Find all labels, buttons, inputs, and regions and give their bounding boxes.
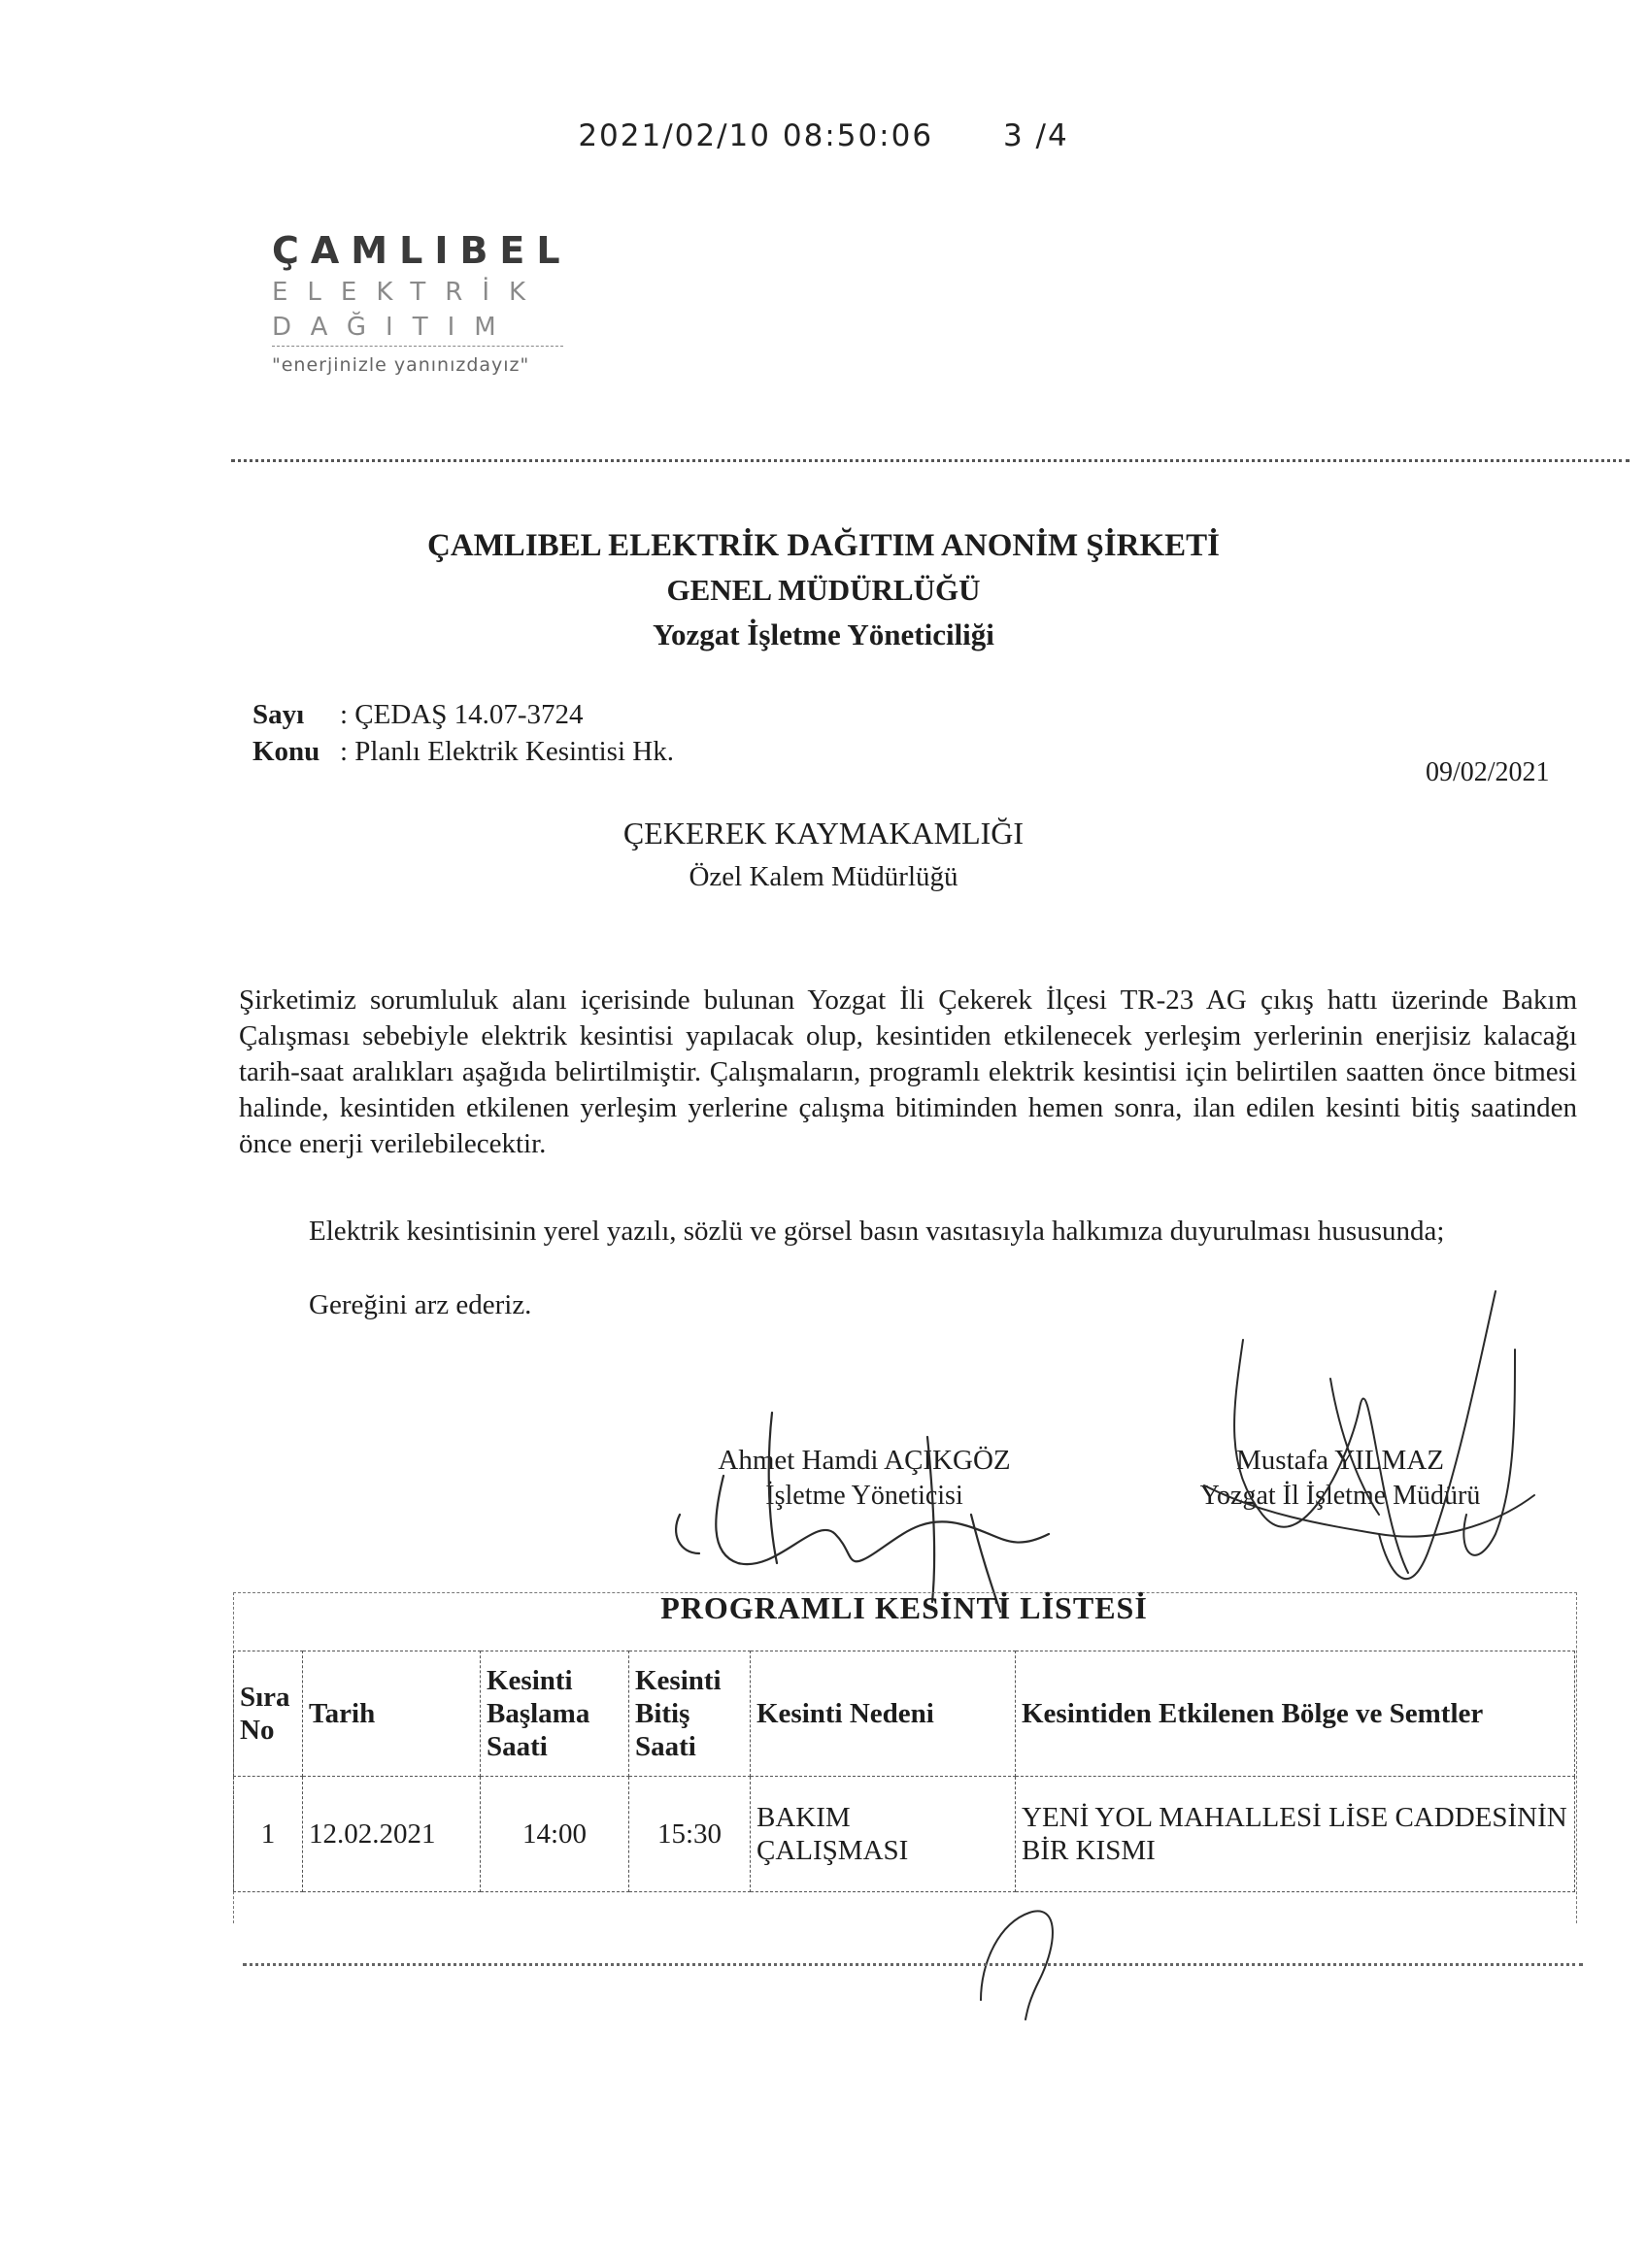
signer-2-name: Mustafa YILMAZ bbox=[1236, 1445, 1444, 1476]
sayi-label: Sayı bbox=[252, 699, 305, 730]
unit-name: Yozgat İşletme Yöneticiliği bbox=[653, 617, 994, 651]
cell-date: 12.02.2021 bbox=[303, 1777, 481, 1892]
reference-number bbox=[252, 699, 584, 731]
table-header-row bbox=[234, 1651, 1575, 1777]
table-title: PROGRAMLI KESİNTİ LİSTESİ bbox=[660, 1590, 1148, 1625]
fax-page-number: 3 /4 bbox=[1002, 118, 1069, 153]
signature-1-scribble bbox=[676, 1413, 1049, 1612]
body-paragraph-1: Şirketimiz sorumluluk alanı içerisinde bulunan Yozgat İli Çekerek İlçesi TR-23 AG çıkış hattı üzerinde Bakım Çalışması sebebiyle elektrik kesintisi yapılacak olup, kesintiden etkilenecek yerleşim yerlerinin enerjisiz kalacağı tarih-saat aralıkları aşağıda belirtilmiştir. Çalışmaların, programlı elektrik kesintisi için belirtilen saatten önce bitmesi halinde, kesintiden etkilenen yerleşim yerlerine çalışma bitiminden hemen sonra, ilan edilen kesinti bitiş saatinden önce enerji verilebilecektir. bbox=[239, 984, 1577, 1159]
signer-1-title: İşletme Yöneticisi bbox=[765, 1481, 963, 1511]
header-reason: Kesinti Nedeni bbox=[751, 1651, 1016, 1777]
header-area: Kesintiden Etkilenen Bölge ve Semtler bbox=[1016, 1651, 1575, 1777]
signature-block-1 bbox=[680, 1445, 1049, 1512]
subject bbox=[252, 736, 674, 768]
signature-block-2 bbox=[1156, 1445, 1525, 1512]
konu-label: Konu bbox=[252, 736, 320, 767]
header-no: Sıra No bbox=[234, 1651, 303, 1777]
header-end: Kesinti Bitiş Saati bbox=[629, 1651, 751, 1777]
body-paragraph-3: Gereğini arz ederiz. bbox=[309, 1289, 532, 1320]
signature-2-scribble bbox=[1204, 1291, 1534, 1579]
logo-line1: ÇAMLIBEL bbox=[272, 229, 572, 272]
cell-area: YENİ YOL MAHALLESİ LİSE CADDESİNİN BİR KISMI bbox=[1016, 1777, 1575, 1892]
konu-value: : Planlı Elektrik Kesintisi Hk. bbox=[340, 736, 674, 767]
header-date: Tarih bbox=[303, 1651, 481, 1777]
document-date: 09/02/2021 bbox=[1426, 757, 1550, 787]
outage-table bbox=[233, 1651, 1575, 1892]
company-name: ÇAMLIBEL ELEKTRİK DAĞITIM ANONİM ŞİRKETİ bbox=[427, 528, 1220, 563]
fax-header bbox=[0, 118, 1647, 153]
body-paragraph-2: Elektrik kesintisinin yerel yazılı, sözlü ve görsel basın vasıtasıyla halkımıza duyurulması hususunda; bbox=[309, 1216, 1445, 1247]
signer-2-title: Yozgat İl İşletme Müdürü bbox=[1199, 1481, 1481, 1511]
footer-divider bbox=[243, 1963, 1583, 1966]
header-start: Kesinti Başlama Saati bbox=[481, 1651, 629, 1777]
sayi-value: : ÇEDAŞ 14.07-3724 bbox=[340, 699, 584, 730]
logo-line3: DAĞITIM bbox=[272, 313, 563, 347]
addressee-office: Özel Kalem Müdürlüğü bbox=[689, 861, 958, 892]
cell-start: 14:00 bbox=[481, 1777, 629, 1892]
cell-no: 1 bbox=[234, 1777, 303, 1892]
logo-slogan: "enerjinizle yanınızdayız" bbox=[272, 354, 530, 376]
cell-end: 15:30 bbox=[629, 1777, 751, 1892]
cell-reason: BAKIM ÇALIŞMASI bbox=[751, 1777, 1016, 1892]
signer-1-name: Ahmet Hamdi AÇIKGÖZ bbox=[718, 1445, 1011, 1476]
logo-line2: ELEKTRİK bbox=[272, 278, 546, 307]
fax-datetime: 2021/02/10 08:50:06 bbox=[578, 118, 934, 153]
header-divider bbox=[231, 459, 1630, 462]
addressee-name: ÇEKEREK KAYMAKAMLIĞI bbox=[622, 816, 1025, 850]
company-logo bbox=[272, 229, 583, 414]
table-row bbox=[234, 1777, 1575, 1892]
directorate-name: GENEL MÜDÜRLÜĞÜ bbox=[666, 573, 981, 607]
